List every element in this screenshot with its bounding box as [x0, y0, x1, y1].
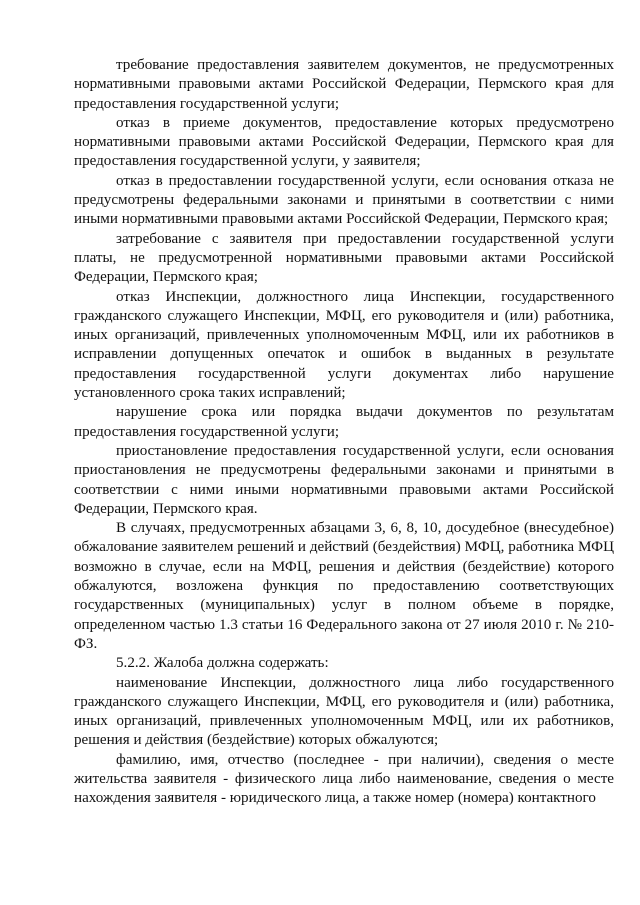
paragraph-refusal-provision: отказ в предоставлении государственной услуги, если основания отказа не предусмотрены федеральными законами и принятыми в соответствии с ними иными нормативными правовыми актами Российской Федерации, Пермского края;: [74, 172, 614, 228]
section-heading-complaint-contents: 5.2.2. Жалоба должна содержать:: [116, 655, 329, 672]
paragraph-requirement-documents: требование предоставления заявителем документов, не предусмотренных нормативными правовыми актами Российской Федерации, Пермского края для предоставления государственной услуги;: [74, 57, 614, 112]
paragraph-pretrial-appeal: В случаях, предусмотренных абзацами 3, 6, 8, 10, досудебное (внесудебное) обжалование заявителем решений и действий (бездействия) МФЦ, работника МФЦ возможно в случае, если на МФЦ, решения и действия (бездействие) которого обжалуются, возложена функция по предоставлению соответствующих государственных (муниципальных) услуг в полном объеме в порядке, определенном частью 1.3 статьи 16 Федерального закона от 27 июля 2010 г. № 210-ФЗ.: [74, 520, 614, 652]
paragraph-complaint-applicant-info: фамилию, имя, отчество (последнее - при наличии), сведения о месте жительства заявителя - физического лица либо наименование, сведения о месте нахождения заявителя - юридического лица, а также номер (номера) контактного: [74, 751, 614, 807]
paragraph-fee-demand: затребование с заявителя при предоставлении государственной услуги платы, не предусмотренной нормативными правовыми актами Российской Федерации, Пермского края;: [74, 230, 614, 286]
document-page: [74, 56, 614, 809]
paragraph-suspension: приостановление предоставления государственной услуги, если основания приостановления не предусмотрены федеральными законами и принятыми в соответствии с ними иными нормативными правовыми актами Российской Федерации, Пермского края.: [74, 442, 614, 517]
paragraph-complaint-name: наименование Инспекции, должностного лица либо государственного гражданского служащего Инспекции, МФЦ, его руководителя и (или) работника, иных организаций, привлеченных уполномоченным МФЦ, или их работников, решения и действия (бездействие) которых обжалуются;: [74, 674, 614, 749]
paragraph-refusal-corrections: отказ Инспекции, должностного лица Инспекции, государственного гражданского служащего Инспекции, МФЦ, его руководителя и (или) работника, иных организаций, привлеченных уполномоченным МФЦ, или их работников в исправлении допущенных опечаток и ошибок в выданных в результате предоставления государственной услуги документах либо нарушение установленного срока таких исправлений;: [74, 288, 614, 402]
paragraph-refusal-acceptance: отказ в приеме документов, предоставление которых предусмотрено нормативными правовыми актами Российской Федерации, Пермского края для предоставления государственной услуги, у заявителя;: [74, 114, 614, 170]
paragraph-issuance-violation: нарушение срока или порядка выдачи документов по результатам предоставления государственной услуги;: [74, 404, 614, 440]
